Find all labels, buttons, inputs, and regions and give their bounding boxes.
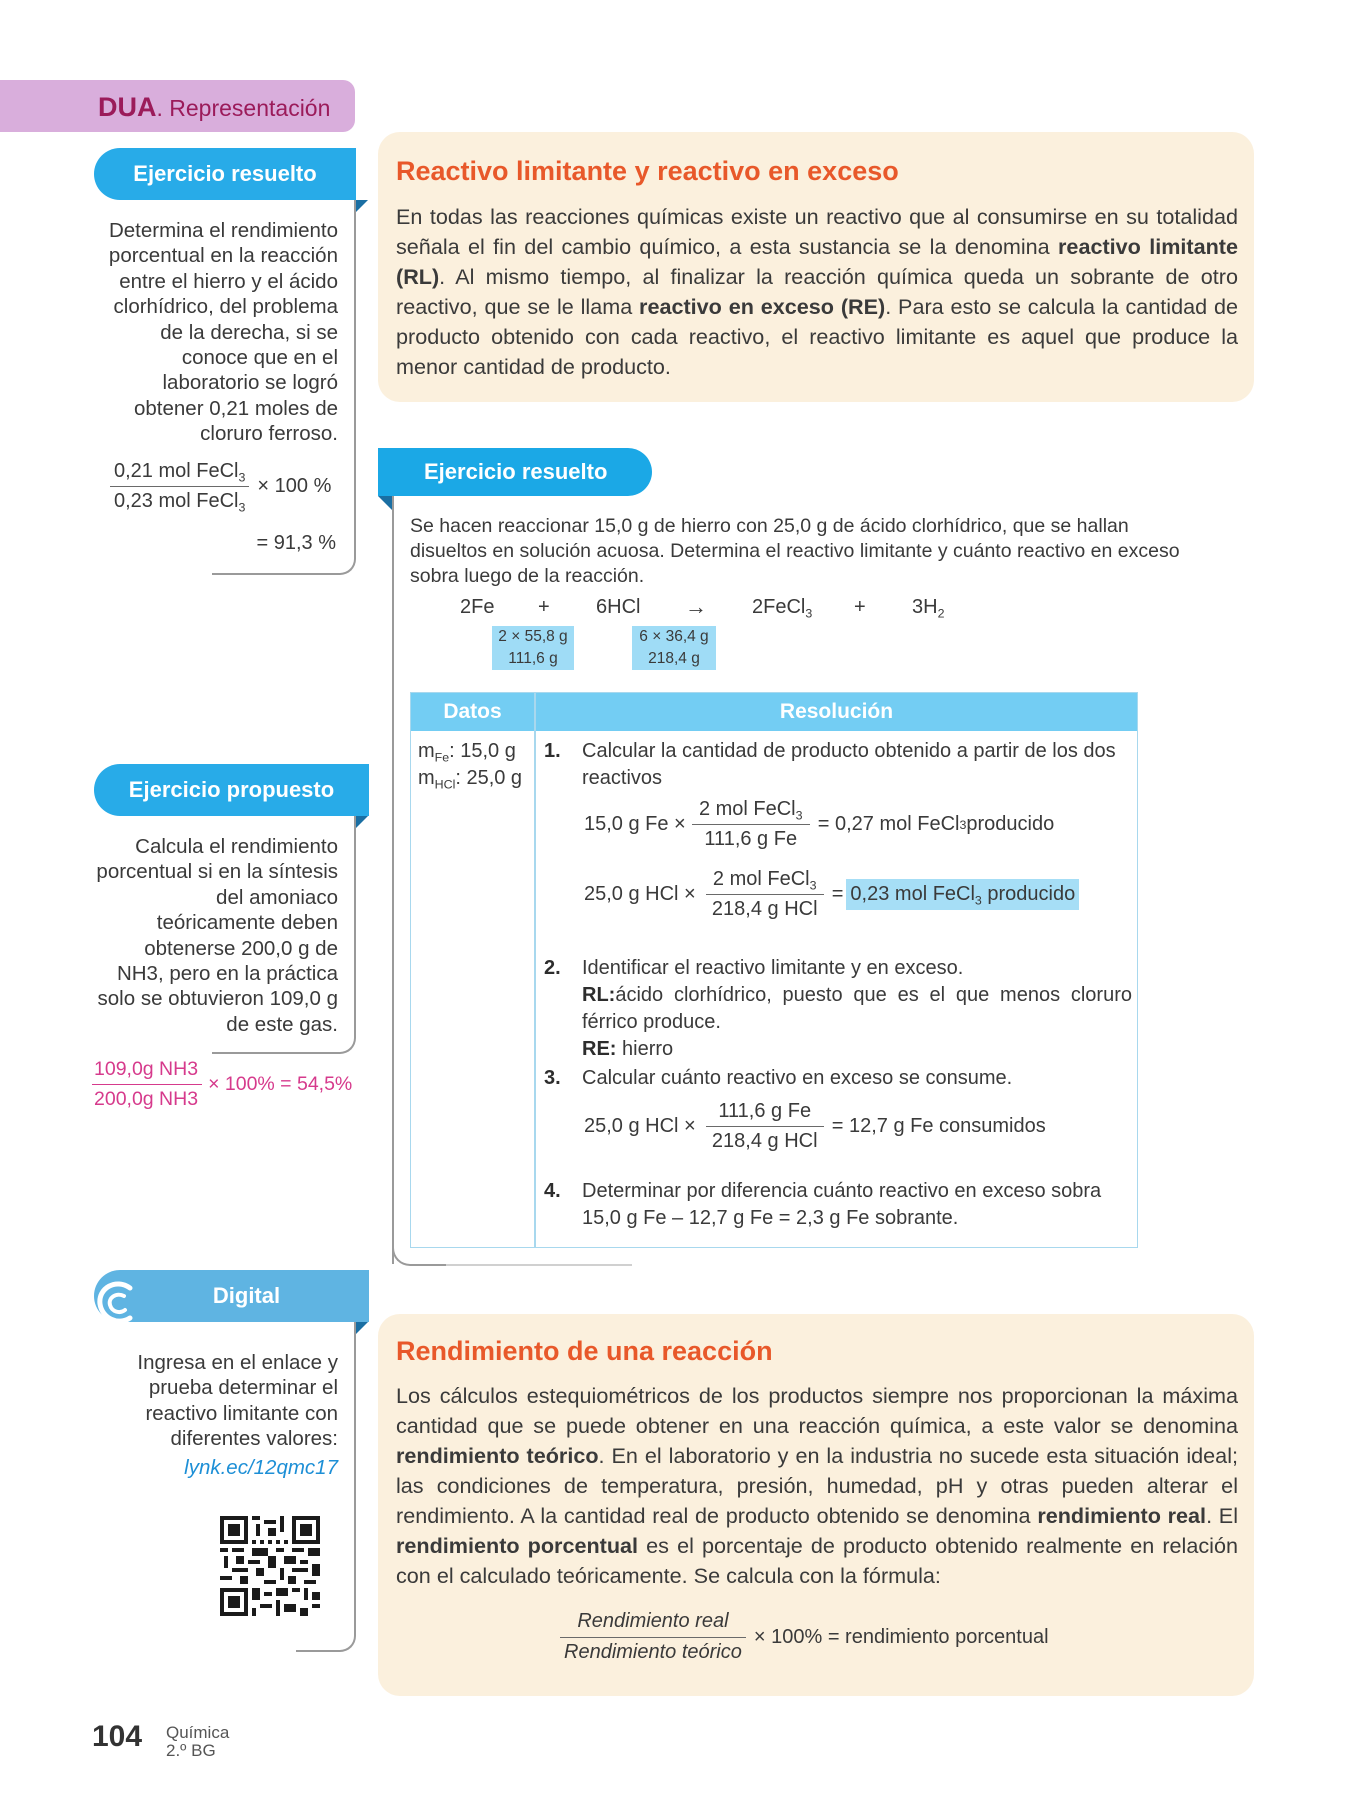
text-line: Ingresa en el enlace y — [137, 1351, 338, 1374]
text-line: porcentual en la reacción — [108, 244, 338, 268]
subscript: 3 — [809, 878, 817, 893]
text-line: cloruro ferroso. — [200, 422, 338, 446]
eq-text: 3H — [912, 596, 938, 618]
calc-result-end: producido — [966, 813, 1055, 835]
sidebar-solved-tab — [94, 148, 356, 200]
text-run: . El — [1206, 1503, 1239, 1528]
text-run: . En el laboratorio y en la industria no sucede esta situación ideal; las condiciones de temperatura, presión, humedad, pH y otras pueden alterar el rendimiento. A la cantidad real de producto obtenido se denomina — [396, 1443, 1238, 1528]
calc-left: 25,0 g HCl × — [584, 1115, 696, 1137]
text-line: entre el hierro y el ácido — [119, 269, 338, 293]
yield-formula — [560, 1610, 1049, 1664]
tab-fold — [356, 1322, 368, 1334]
sidebar-proposed-text — [60, 834, 338, 1037]
text-line: conoce que en el — [181, 346, 338, 370]
calc-fraction — [706, 868, 824, 921]
digital-link[interactable]: lynk.ec/12qmc17 — [184, 1455, 338, 1479]
text-line: clorhídrico, del problema — [113, 295, 338, 319]
yield-body — [396, 1381, 1238, 1591]
step-number — [544, 738, 561, 765]
answer-result: × 100% = 54,5% — [208, 1073, 353, 1095]
formula-rest: × 100% = rendimiento porcentual — [753, 1625, 1049, 1648]
page-number: 104 — [92, 1720, 143, 1753]
text-line: Identificar el reactivo limitante y en exceso. — [582, 957, 964, 979]
tab-fold — [378, 496, 392, 510]
text-line: reactivo limitante con — [145, 1401, 338, 1425]
mass-line: 2 × 55,8 g — [498, 628, 568, 645]
text-line: Calcula el rendimiento — [135, 835, 338, 858]
text-line: ácido clorhídrico, puesto que es el que menos cloruro — [615, 984, 1132, 1006]
table-header-data: Datos — [411, 693, 534, 731]
mass-hcl-box — [632, 626, 716, 670]
yield-title: Rendimiento de una reacción — [396, 1336, 773, 1366]
fraction-denominator: 218,4 g HCl — [711, 1130, 818, 1152]
text-line: solo se obtuvieron 109,0 g — [97, 987, 338, 1011]
data-mass-fe — [418, 738, 516, 765]
bold-term: reactivo en exceso (RE) — [639, 294, 886, 319]
digital-link-icon — [92, 1274, 144, 1334]
fraction-numerator: Rendimiento real — [560, 1610, 746, 1638]
subscript: 3 — [974, 893, 982, 908]
qr-code-icon[interactable] — [220, 1516, 320, 1616]
data-value: : 25,0 g — [455, 767, 523, 789]
page-subject — [166, 1724, 229, 1760]
step-number — [544, 955, 561, 982]
exercise-tab — [378, 448, 652, 496]
step-number — [544, 1065, 561, 1092]
text-run: . Al mismo tiempo, al finalizar la reacción química queda un sobrante de otro reactivo, que se le llama — [396, 264, 1238, 319]
sidebar-proposed-answer — [92, 1058, 352, 1111]
step-3-number: 3. — [544, 1067, 561, 1089]
eq-plus: + — [538, 596, 550, 618]
re-line — [582, 1036, 1132, 1063]
fraction-denominator: 0,23 mol FeCl — [114, 490, 239, 512]
bold-term: rendimiento teórico — [396, 1443, 599, 1468]
step-2-text — [582, 955, 1132, 1063]
calc-left: 25,0 g HCl × — [584, 883, 696, 905]
dua-title: DUA — [98, 92, 157, 122]
text-line: disueltos en solución acuosa. Determina el reactivo limitante y cuánto reactivo en exceso — [410, 540, 1180, 562]
eq-text: 2FeCl — [752, 596, 806, 618]
text-line: sobra luego de la reacción. — [410, 565, 645, 587]
text-line: hierro — [616, 1038, 674, 1060]
exercise-label: Ejercicio resuelto — [424, 459, 608, 484]
text-line: del amoniaco — [216, 885, 338, 909]
text-line: prueba determinar el — [148, 1376, 338, 1400]
mass-line: 6 × 36,4 g — [639, 628, 709, 645]
step-3-text: Calcular cuánto reactivo en exceso se consume. — [582, 1067, 1013, 1089]
step-1-number: 1. — [544, 740, 561, 762]
text-line: Se hacen reaccionar 15,0 g de hierro con 25,0 g de ácido clorhídrico, que se hallan — [410, 515, 1129, 537]
sidebar-proposed-tab — [94, 764, 369, 816]
fraction-numerator: 111,6 g Fe — [706, 1100, 824, 1127]
text-line: diferentes valores: — [170, 1427, 338, 1451]
subscript: 3 — [805, 606, 813, 621]
answer-fraction — [92, 1058, 202, 1111]
mass-fe-box — [492, 626, 574, 670]
calc-result: 0,23 mol FeCl — [850, 883, 975, 905]
highlighted-result — [846, 879, 1079, 910]
data-value: : 15,0 g — [449, 740, 516, 762]
text-line: férrico produce. — [582, 1011, 721, 1033]
text-line: reactivos — [582, 767, 663, 789]
text-run: es el porcentaje de producto obtenido realmente en relación con el calculado teóricamente. Se calcula con la fórmula: — [396, 1533, 1238, 1588]
rl-label: RL: — [582, 984, 616, 1006]
text-line: obtener 0,21 moles de — [134, 396, 338, 420]
calc-left: 15,0 g Fe × — [584, 813, 686, 835]
step-1-text — [582, 738, 1132, 792]
calc-fraction — [692, 798, 810, 851]
text-line: Determina el rendimiento — [108, 219, 338, 242]
eq-plus: + — [854, 596, 866, 618]
subscript: 3 — [795, 808, 803, 823]
eq-h2 — [912, 596, 944, 619]
fraction-denominator: 111,6 g Fe — [704, 828, 798, 850]
text-line: Calcular la cantidad de producto obtenido a partir de los dos — [582, 740, 1116, 762]
bold-term: rendimiento real — [1037, 1503, 1207, 1528]
calc-hcl-row — [584, 868, 1079, 921]
sidebar-solved-text — [60, 218, 338, 447]
bold-term: rendimiento porcentual — [396, 1533, 639, 1558]
text-line: de la derecha, si se — [160, 320, 338, 344]
text-run: Los cálculos estequiométricos de los productos siempre nos proporcionan la máxima cantidad que se puede obtener en una reacción química, a este valor se denomina — [396, 1383, 1238, 1438]
formula-fraction — [560, 1610, 746, 1664]
sidebar-solved-label: Ejercicio resuelto — [133, 161, 317, 186]
exercise-statement — [410, 514, 1250, 589]
exercise-bracket-tail — [446, 1264, 632, 1266]
eq-hcl: 6HCl — [596, 596, 641, 618]
calc-result: = 12,7 g Fe consumidos — [831, 1115, 1046, 1137]
text-line: porcentual si en la síntesis — [96, 860, 338, 884]
subscript: 3 — [238, 500, 246, 515]
calc-fraction — [706, 1100, 824, 1153]
mass-line: 111,6 g — [508, 650, 558, 667]
text-line: Determinar por diferencia cuánto reactivo en exceso sobra — [582, 1180, 1102, 1202]
tab-fold — [356, 816, 368, 828]
table-divider — [534, 693, 536, 1247]
fraction-numerator: 2 mol FeCl — [712, 868, 810, 890]
data-symbol: m — [418, 767, 435, 789]
fraction-numerator: 109,0g NH3 — [92, 1058, 202, 1085]
calc-excess-row — [584, 1100, 1046, 1153]
text-line: laboratorio se logró — [162, 371, 338, 395]
table-header-resolution: Resolución — [536, 693, 1137, 731]
text-run: En todas las reacciones químicas existe un reactivo que al consumirse en su totalidad señala el fin del cambio químico, a esta sustancia se la denomina — [396, 204, 1238, 259]
fraction-denominator: Rendimiento teórico — [564, 1641, 742, 1663]
subscript: 3 — [238, 470, 246, 485]
calc-result: = 0,27 mol FeCl — [817, 813, 960, 835]
subscript: HCl — [434, 777, 456, 792]
text-line: obtenerse 200,0 g de — [144, 936, 338, 960]
sidebar-solved-result: = 91,3 % — [256, 532, 336, 554]
times-100: × 100 % — [257, 475, 332, 497]
exercise-bracket-line — [392, 478, 394, 1264]
tab-fold — [356, 200, 368, 212]
dua-tab — [0, 80, 355, 132]
step-4-text — [582, 1178, 1132, 1232]
limiting-title: Reactivo limitante y reactivo en exceso — [396, 156, 899, 186]
text-line: teóricamente deben — [156, 911, 338, 935]
calc-fe-row: 15,0 g Fe × $\frac{2 mol FeCl_3}{\text{111,6 g Fe}}$ = 0,27 mol FeCl 3 producido — [584, 798, 1055, 850]
subscript: 2 — [937, 606, 945, 621]
bold-term: reactivo limitante (RL) — [396, 234, 1238, 289]
re-label: RE: — [582, 1038, 617, 1060]
eq-arrow: → — [685, 594, 707, 619]
subscript: Fe — [434, 750, 450, 765]
step-2-number: 2. — [544, 957, 561, 979]
equals-sign: = — [831, 883, 844, 905]
data-symbol: m — [418, 740, 435, 762]
sidebar-digital-label: Digital — [212, 1283, 281, 1308]
eq-fe: 2Fe — [460, 596, 495, 618]
mass-line: 218,4 g — [648, 650, 700, 667]
grade-level: 2.º BG — [166, 1741, 216, 1760]
sidebar-solved-formula — [110, 460, 331, 513]
subject-name: Química — [166, 1723, 230, 1742]
fraction-numerator: 2 mol FeCl — [698, 798, 796, 820]
text-line: 15,0 g Fe – 12,7 g Fe = 2,3 g Fe sobrante. — [582, 1207, 959, 1229]
data-mass-hcl — [418, 765, 522, 792]
step-number — [544, 1178, 561, 1205]
rl-line — [582, 982, 1132, 1009]
fraction-denominator: 200,0g NH3 — [94, 1088, 199, 1110]
fraction-denominator: 218,4 g HCl — [711, 898, 818, 920]
text-line: NH3, pero en la práctica — [116, 962, 338, 986]
sidebar-digital-text — [60, 1350, 338, 1480]
text-run: . Para esto se calcula la cantidad de producto obtenido con cada reactivo, el reactivo limitante es aquel que produce la menor cantidad de producto. — [396, 294, 1238, 379]
calc-result-end: producido — [981, 883, 1076, 905]
step-4-number: 4. — [544, 1180, 561, 1202]
dua-subtitle: . Representación — [156, 95, 331, 121]
eq-fecl3 — [752, 596, 812, 619]
sidebar-proposed-label: Ejercicio propuesto — [128, 777, 335, 802]
yield-fraction — [110, 460, 249, 513]
fraction-numerator: 0,21 mol FeCl — [114, 460, 239, 482]
limiting-body — [396, 202, 1238, 382]
text-line: de este gas. — [226, 1012, 338, 1036]
